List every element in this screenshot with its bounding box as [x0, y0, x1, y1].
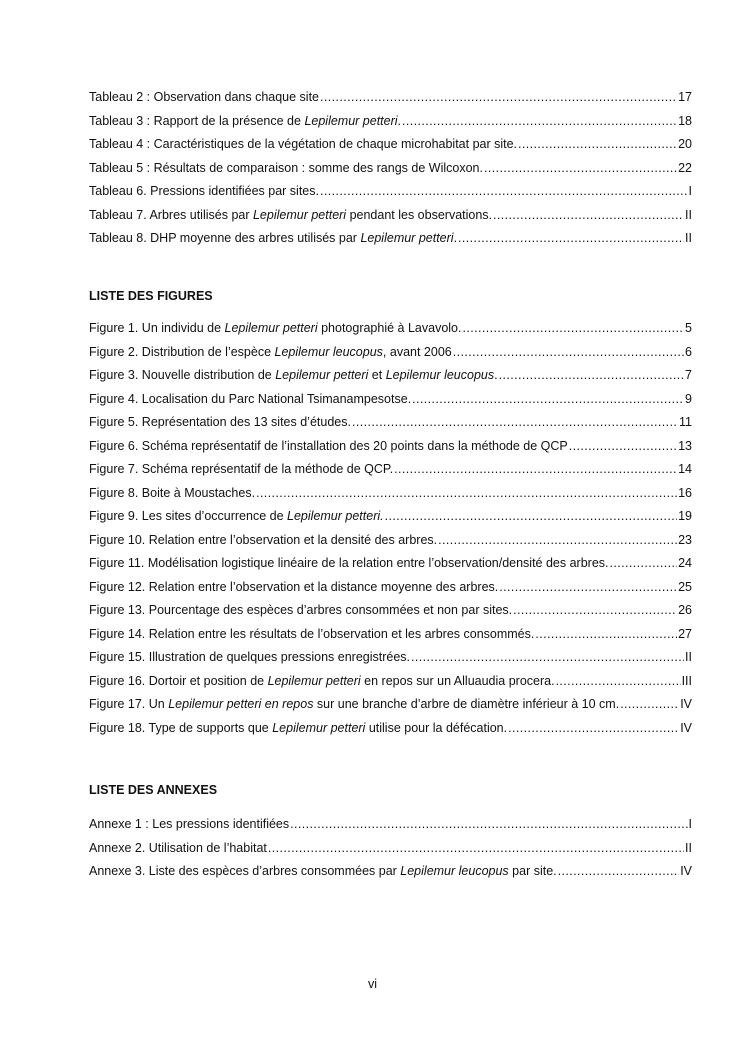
entry-title: Figure 16. Dortoir et position de Lepilemur petteri en repos sur un Alluaudia procera. [89, 673, 555, 688]
dot-leader [458, 227, 684, 251]
entry-page-number: 7 [685, 368, 692, 382]
dot-leader [508, 717, 679, 741]
entry-title: Figure 4. Localisation du Parc National Tsimanampesotse. [89, 391, 412, 406]
entry-title: Figure 2. Distribution de l’espèce Lepilemur leucopus, avant 2006 [89, 344, 452, 359]
page-number: vi [367, 977, 378, 991]
dot-leader [402, 110, 677, 134]
entry-page-number: II [685, 840, 692, 855]
dot-leader [513, 599, 677, 623]
entry-page-number: II [685, 650, 692, 664]
dot-leader [620, 693, 679, 717]
toc-entry [89, 411, 692, 435]
entry-title: Figure 18. Type de supports que Lepilemur petteri utilise pour la défécation. [89, 720, 508, 735]
entry-page-number: 9 [685, 391, 692, 406]
toc-entry [89, 110, 692, 134]
entry-page-number: 23 [678, 532, 692, 547]
entry-title: Figure 15. Illustration de quelques pressions enregistrées. [89, 650, 411, 664]
entry-title: Tableau 5 : Résultats de comparaison : somme des rangs de Wilcoxon. [89, 160, 483, 175]
entry-title: Figure 17. Un Lepilemur petteri en repos sur une branche d’arbre de diamètre inférieur à 10 cm. [89, 697, 620, 711]
entry-page-number: 6 [685, 344, 692, 359]
toc-entry [89, 157, 692, 181]
entry-page-number: IV [680, 720, 692, 735]
entry-title: Figure 1. Un individu de Lepilemur petteri photographié à Lavavolo. [89, 321, 462, 335]
entry-page-number: II [685, 207, 692, 222]
dot-leader [290, 813, 687, 837]
toc-entry [89, 364, 692, 388]
annex-list [89, 813, 692, 884]
toc-entry [89, 670, 692, 694]
dot-leader [438, 529, 677, 553]
dot-leader [493, 204, 684, 228]
toc-entry [89, 599, 692, 623]
entry-page-number: 22 [678, 160, 692, 175]
entry-title: Figure 10. Relation entre l’observation et la densité des arbres. [89, 532, 438, 547]
toc-entry [89, 482, 692, 506]
dot-leader [394, 458, 677, 482]
toc-entry [89, 529, 692, 553]
entry-title: Tableau 6. Pressions identifiées par sites. [89, 184, 319, 198]
entry-page-number: 25 [678, 579, 692, 594]
toc-entry [89, 837, 692, 861]
entry-title: Tableau 7. Arbres utilisés par Lepilemur petteri pendant les observations. [89, 207, 493, 222]
dot-leader [610, 552, 678, 576]
entry-page-number: 18 [678, 113, 692, 128]
entry-page-number: IV [680, 864, 692, 878]
toc-entry [89, 813, 692, 837]
entry-title: Figure 5. Représentation des 13 sites d’études. [89, 415, 351, 429]
entry-title: Figure 7. Schéma représentatif de la méthode de QCP. [89, 462, 394, 476]
toc-entry [89, 435, 692, 459]
toc-entry [89, 646, 692, 670]
entry-page-number: I [688, 817, 692, 831]
entry-title: Tableau 8. DHP moyenne des arbres utilisés par Lepilemur petteri. [89, 231, 458, 245]
figures-heading: LISTE DES FIGURES [89, 289, 213, 303]
entry-title: Figure 9. Les sites d’occurrence de Lepilemur petteri. [89, 509, 384, 523]
toc-entry [89, 227, 692, 251]
toc-entry [89, 317, 692, 341]
entry-title: Annexe 2. Utilisation de l’habitat [89, 840, 267, 855]
dot-leader [268, 837, 684, 861]
dot-leader [558, 860, 680, 884]
entry-title: Figure 8. Boite à Moustaches. [89, 485, 256, 500]
toc-entry [89, 623, 692, 647]
dot-leader [411, 646, 684, 670]
toc-entry [89, 133, 692, 157]
dot-leader [453, 341, 684, 365]
dot-leader [535, 623, 677, 647]
toc-entry [89, 717, 692, 741]
dot-leader [320, 180, 688, 204]
dot-leader [484, 157, 677, 181]
entry-page-number: III [681, 673, 692, 688]
dot-leader [569, 435, 677, 459]
entry-title: Tableau 3 : Rapport de la présence de Lepilemur petteri. [89, 113, 402, 128]
dot-leader [518, 133, 677, 157]
annexes-heading: LISTE DES ANNEXES [89, 783, 218, 797]
figure-list [89, 317, 692, 740]
toc-entry [89, 576, 692, 600]
entry-title: Tableau 4 : Caractéristiques de la végétation de chaque microhabitat par site. [89, 137, 518, 151]
entry-title: Figure 12. Relation entre l’observation et la distance moyenne des arbres. [89, 579, 499, 594]
entry-page-number: 5 [685, 321, 692, 335]
entry-page-number: 16 [678, 485, 692, 500]
entry-page-number: 24 [678, 556, 692, 570]
table-list [89, 86, 692, 251]
entry-page-number: 11 [679, 415, 692, 429]
entry-page-number: 20 [678, 137, 692, 151]
toc-entry [89, 180, 692, 204]
entry-title: Annexe 1 : Les pressions identifiées [89, 817, 290, 831]
toc-entry [89, 341, 692, 365]
toc-entry [89, 505, 692, 529]
entry-page-number: 19 [678, 509, 692, 523]
entry-page-number: IV [680, 697, 692, 711]
entry-page-number: II [685, 231, 692, 245]
dot-leader [499, 576, 677, 600]
entry-title: Figure 11. Modélisation logistique linéaire de la relation entre l’observation/densité des arbres. [89, 556, 609, 570]
entry-page-number: 27 [678, 626, 692, 641]
toc-entry [89, 693, 692, 717]
entry-page-number: 26 [678, 603, 692, 617]
toc-entry [89, 204, 692, 228]
entry-title: Figure 13. Pourcentage des espèces d’arbres consommées et non par sites. [89, 603, 513, 617]
dot-leader [499, 364, 684, 388]
entry-page-number: I [688, 184, 692, 198]
entry-title: Annexe 3. Liste des espèces d’arbres consommées par Lepilemur leucopus par site. [89, 864, 557, 878]
dot-leader [412, 388, 684, 412]
entry-title: Tableau 2 : Observation dans chaque site [89, 90, 320, 104]
toc-entry [89, 86, 692, 110]
dot-leader [352, 411, 678, 435]
entry-title: Figure 6. Schéma représentatif de l’installation des 20 points dans la méthode de QCP [89, 438, 568, 453]
dot-leader [462, 317, 684, 341]
entry-page-number: 14 [678, 462, 692, 476]
dot-leader [320, 86, 677, 110]
entry-title: Figure 3. Nouvelle distribution de Lepilemur petteri et Lepilemur leucopus. [89, 368, 498, 382]
dot-leader [556, 670, 681, 694]
entry-page-number: 17 [678, 90, 692, 104]
entry-title: Figure 14. Relation entre les résultats de l’observation et les arbres consommés. [89, 626, 535, 641]
entry-page-number: 13 [678, 438, 692, 453]
toc-entry [89, 552, 692, 576]
dot-leader [256, 482, 677, 506]
dot-leader [385, 505, 677, 529]
toc-entry [89, 458, 692, 482]
toc-entry [89, 388, 692, 412]
toc-entry [89, 860, 692, 884]
